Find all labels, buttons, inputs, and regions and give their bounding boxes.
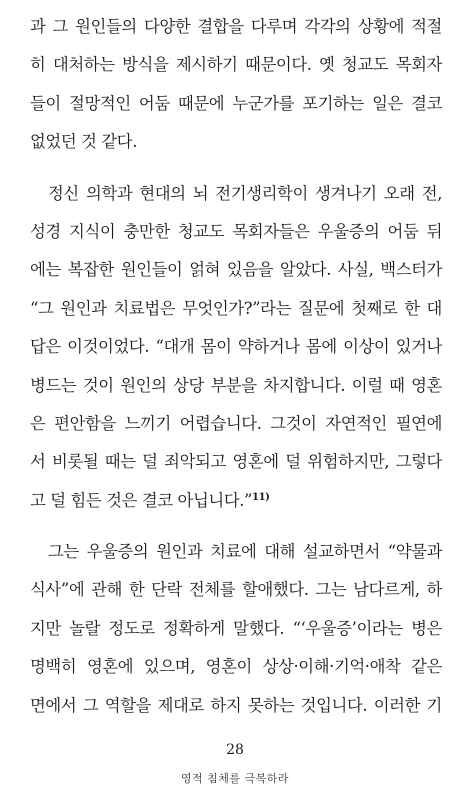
paragraph-3 [30,533,442,725]
text-line: 없었던 것 같다. [30,132,138,152]
text-line: 그는 우울증의 원인과 치료에 대해 설교하면서 “약물과 [48,542,442,562]
text-line: 서 비롯될 때는 덜 죄악되고 영혼에 덜 위험하지만, 그렇다 [30,452,442,472]
page-number: 28 [226,742,244,758]
text-line: 성경 지식이 충만한 청교도 목회자들은 우울증의 어둠 뒤 [30,221,442,241]
text-line: 에는 복잡한 원인들이 얽혀 있음을 알았다. 사실, 백스터가 [30,260,442,280]
text-line: 히 대처하는 방식을 제시하기 때문이다. 옛 청교도 목회자 [30,55,442,75]
text-line: “그 원인과 치료법은 무엇인가?”라는 질문에 첫째로 한 대 [30,298,442,318]
text-line: 과 그 원인들의 다양한 결합을 다루며 각각의 상황에 적절 [30,17,442,36]
text-line: 지만 놀랄 정도로 정확하게 말했다. “‘우울증’이라는 병은 [30,618,442,638]
text-line: 명백히 영혼에 있으며, 영혼이 상상·이해·기억·애착 같은 [30,657,442,677]
text-line: 들이 절망적인 어둠 때문에 누군가를 포기하는 일은 결코 [30,93,442,113]
text-line [30,482,442,520]
text-line: 병드는 것이 원인의 상당 부분을 차지합니다. 이럴 때 영혼 [30,375,442,395]
paragraph-1 [30,8,442,162]
body-text [30,8,442,725]
text-line: 은 편안함을 느끼기 어렵습니다. 그것이 자연적인 필연에 [30,413,442,433]
footnote-reference: 11) [252,491,270,503]
paragraph-2 [30,175,442,521]
text-line-content: 고 덜 힘든 것은 결코 아닙니다.” [30,490,253,510]
text-line: 답은 이것이었다. “대개 몸이 약하거나 몸에 이상이 있거나 [30,337,442,357]
running-footer: 영적 침체를 극복하라 [180,772,290,785]
text-line: 면에서 그 역할을 제대로 하지 못하는 것입니다. 이러한 기 [30,695,442,715]
text-line: 정신 의학과 현대의 뇌 전기생리학이 생겨나기 오래 전, [48,183,442,203]
text-line: 식사”에 관해 한 단락 전체를 할애했다. 그는 남다르게, 하 [30,580,442,600]
